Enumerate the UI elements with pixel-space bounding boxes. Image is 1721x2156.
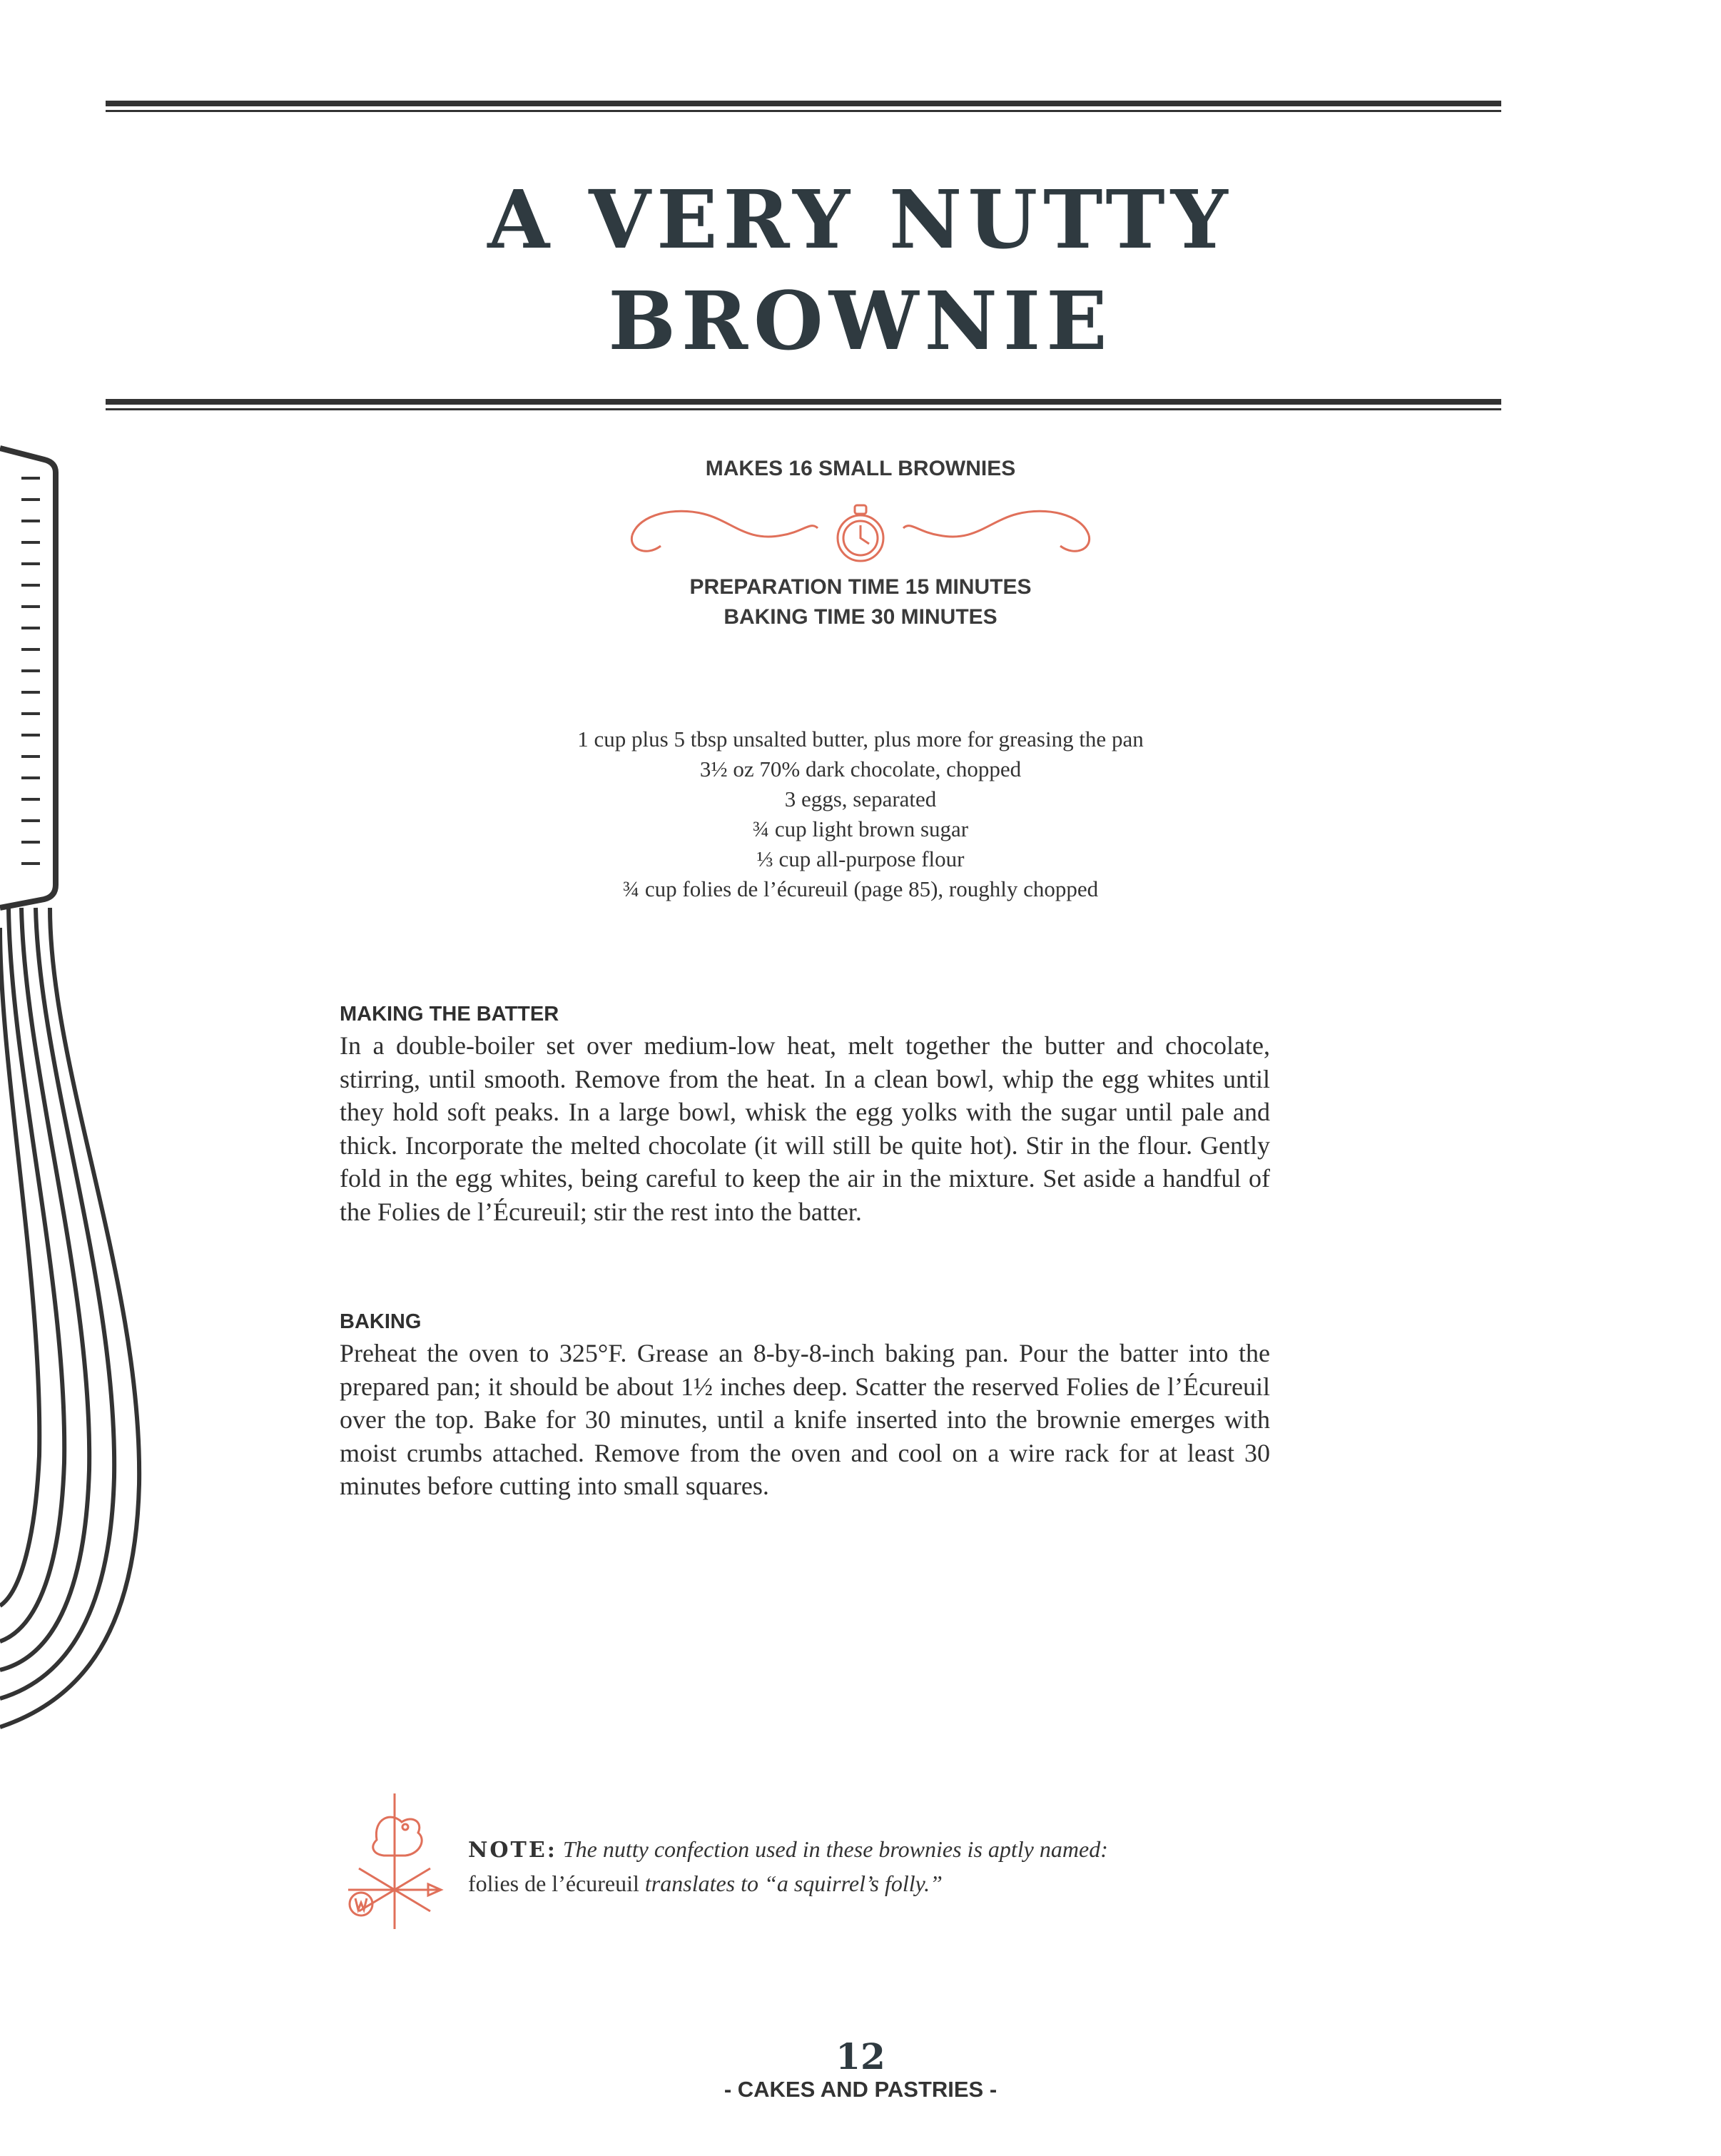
recipe-title xyxy=(0,170,1721,373)
section-heading: MAKING THE BATTER xyxy=(340,1003,559,1026)
ingredient-item: 1 cup plus 5 tbsp unsalted butter, plus more for greasing the pan xyxy=(577,727,1144,751)
header-rule-bottom xyxy=(106,399,1501,410)
section-body: Preheat the oven to 325°F. Grease an 8-by-8-inch baking pan. Pour the batter into the prepared pan; it should be about 1½ inches deep. Scatter the reserved Folies de l’Écureuil over the top. Bake for 30 minutes, until a knife inserted into the brownie emerges with moist crumbs attached. Remove from the oven and cool on a wire rack for at least 30 minutes before cutting into small squares. xyxy=(340,1339,1270,1500)
section-heading: BAKING xyxy=(340,1310,422,1333)
section-body: In a double-boiler set over medium-low heat, melt together the butter and chocolate, stirring, until smooth. Remove from the heat. In a clean bowl, whip the egg whites until they hold soft peaks. In a large bowl, whisk the egg yolks with the sugar until pale and thick. Incorporate the melted chocolate (it will still be quite hot). Stir in the flour. Gently fold in the egg whites, being careful to keep the air in the mixture. Set aside a handful of the Folies de l’Écureuil; stir the rest into the batter. xyxy=(340,1031,1270,1226)
section-making-batter xyxy=(340,1003,1270,1228)
note-text-3: translates to “a squirrel’s folly.” xyxy=(644,1871,943,1896)
ingredient-item: ¾ cup light brown sugar xyxy=(752,816,969,841)
ingredient-list xyxy=(0,724,1721,904)
prep-time: PREPARATION TIME 15 MINUTES xyxy=(689,575,1032,599)
title-line-1: A VERY NUTTY xyxy=(487,173,1234,267)
section-baking xyxy=(340,1310,1270,1503)
title-line-2: BROWNIE xyxy=(608,275,1113,368)
note-label: NOTE: xyxy=(468,1838,557,1863)
header-rule-top xyxy=(106,101,1501,112)
recipe-times xyxy=(0,572,1721,632)
recipe-yield: MAKES 16 SMALL BROWNIES xyxy=(705,457,1016,480)
bake-time: BAKING TIME 30 MINUTES xyxy=(724,605,997,629)
page-number: 12 xyxy=(836,2035,885,2077)
recipe-note xyxy=(468,1833,1289,1900)
ingredient-item: 3½ oz 70% dark chocolate, chopped xyxy=(699,756,1022,781)
stopwatch-flourish-icon xyxy=(618,492,1103,571)
ingredient-item: ⅓ cup all-purpose flour xyxy=(756,846,965,871)
ingredient-item: ¾ cup folies de l’écureuil (page 85), roughly chopped xyxy=(622,876,1099,901)
ingredient-item: 3 eggs, separated xyxy=(784,786,937,811)
chapter-title: - CAKES AND PASTRIES - xyxy=(724,2077,997,2102)
note-text-2: folies de l’écureuil xyxy=(468,1871,639,1896)
rooster-weathervane-icon xyxy=(334,1790,455,1933)
note-text-1: The nutty confection used in these brownies is aptly named: xyxy=(562,1836,1108,1862)
